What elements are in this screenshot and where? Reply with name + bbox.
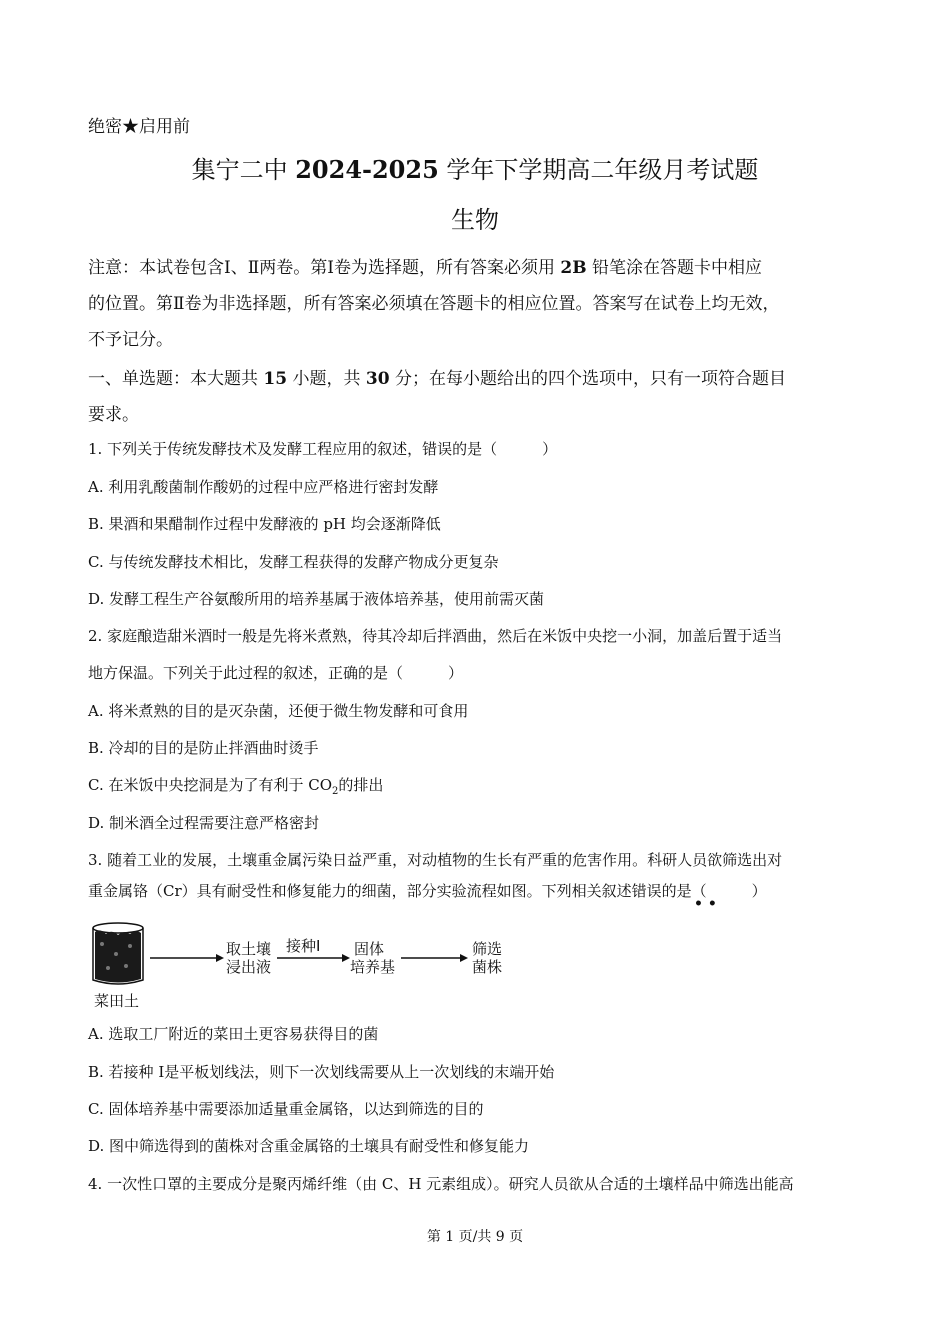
notice-text: 注意：本试卷包含Ⅰ、Ⅱ两卷。第Ⅰ卷为选择题，所有答案必须用 <box>88 258 561 278</box>
q3-option-a: A. 选取工厂附近的菜田土更容易获得目的菌 <box>88 1025 379 1043</box>
notice-bold: 2B <box>560 258 587 278</box>
exam-title <box>0 150 950 185</box>
page-footer: 第 1 页/共 9 页 <box>426 1229 524 1245</box>
title-school: 集宁二中 <box>191 156 296 184</box>
q3-option-b: B. 若接种 Ⅰ是平板划线法，则下一次划线需要从上一次划线的末端开始 <box>88 1063 555 1081</box>
notice-line-2: 的位置。第Ⅱ卷为非选择题，所有答案必须填在答题卡的相应位置。答案写在试卷上均无效， <box>88 294 780 314</box>
q2-stem-line-1: 2. 家庭酿造甜米酒时一般是先将米煮熟，待其冷却后拌酒曲，然后在米饭中央挖一小洞，加盖后置于适当 <box>88 627 783 645</box>
q2-option-c-text-end: 的排出 <box>338 776 384 794</box>
step-3-line-1: 筛选 <box>472 940 503 958</box>
q2-option-c-subscript: 2 <box>332 786 339 797</box>
q2-option-d: D. 制米酒全过程需要注意严格密封 <box>88 814 320 832</box>
q2-option-b: B. 冷却的目的是防止拌酒曲时烫手 <box>88 739 319 757</box>
section-count: 15 <box>263 369 288 389</box>
q1-option-c: C. 与传统发酵技术相比，发酵工程获得的发酵产物成分更复杂 <box>88 553 499 571</box>
exam-subject: 生物 <box>451 206 499 234</box>
section-text: 分；在每小题给出的四个选项中，只有一项符合题目 <box>389 369 786 389</box>
step-1-line-1: 取土壤 <box>226 940 272 958</box>
section-heading-line-2: 要求。 <box>88 405 139 425</box>
q2-option-c <box>88 774 383 797</box>
soil-container <box>93 923 143 984</box>
q1-stem: 1. 下列关于传统发酵技术及发酵工程应用的叙述，错误的是（ ） <box>88 440 558 458</box>
confidential-label: 绝密★启用前 <box>88 117 190 137</box>
title-rest: 学年下学期高二年级月考试题 <box>438 156 759 184</box>
step-1-line-2: 浸出液 <box>226 958 272 976</box>
q2-stem-line-2: 地方保温。下列关于此过程的叙述，正确的是（ ） <box>88 664 464 682</box>
q3-option-c: C. 固体培养基中需要添加适量重金属铬，以达到筛选的目的 <box>88 1100 484 1118</box>
section-text: 小题，共 <box>287 369 366 389</box>
q2-option-a: A. 将米煮熟的目的是灭杂菌，还便于微生物发酵和可食用 <box>88 702 469 720</box>
q1-option-a: A. 利用乳酸菌制作酸奶的过程中应严格进行密封发酵 <box>88 478 439 496</box>
notice-line-3: 不予记分。 <box>88 330 173 350</box>
soil-label: 菜田土 <box>94 992 140 1010</box>
q3-flow-diagram <box>88 918 528 1014</box>
q1-option-b: B. 果酒和果醋制作过程中发酵液的 pH 均会逐渐降低 <box>88 515 441 533</box>
emphasis-dots: • • <box>694 896 717 912</box>
section-points: 30 <box>365 369 390 389</box>
notice-text: 铅笔涂在答题卡中相应 <box>586 258 762 278</box>
q1-option-d: D. 发酵工程生产谷氨酸所用的培养基属于液体培养基，使用前需灭菌 <box>88 590 545 608</box>
q4-stem-line-1: 4. 一次性口罩的主要成分是聚丙烯纤维（由 C、H 元素组成）。研究人员欲从合适的土壤样品中筛选出能高 <box>88 1175 794 1193</box>
arrow-3-head <box>460 954 468 962</box>
step-3-line-2: 菌株 <box>472 958 503 976</box>
q3-stem-line-1: 3. 随着工业的发展，土壤重金属污染日益严重，对动植物的生长有严重的危害作用。科研人员欲筛选出对 <box>88 851 783 869</box>
title-year: 2024-2025 <box>295 155 439 184</box>
arrow-1-head <box>216 954 224 962</box>
section-text: 一、单选题：本大题共 <box>88 369 264 389</box>
notice-line-1 <box>88 253 762 278</box>
q3-option-d: D. 图中筛选得到的菌株对含重金属铬的土壤具有耐受性和修复能力 <box>88 1137 530 1155</box>
step-2-line-2: 培养基 <box>350 958 396 976</box>
arrow-label-inoculate: 接种Ⅰ <box>286 937 321 955</box>
section-heading-line-1 <box>88 364 786 389</box>
arrow-2-head <box>342 954 350 962</box>
q3-stem-line-2: 重金属铬（Cr）具有耐受性和修复能力的细菌，部分实验流程如图。下列相关叙述错误的是（ ） <box>88 882 767 900</box>
step-2-line-1: 固体 <box>354 940 385 958</box>
q2-option-c-text: C. 在米饭中央挖洞是为了有利于 CO <box>88 776 333 794</box>
